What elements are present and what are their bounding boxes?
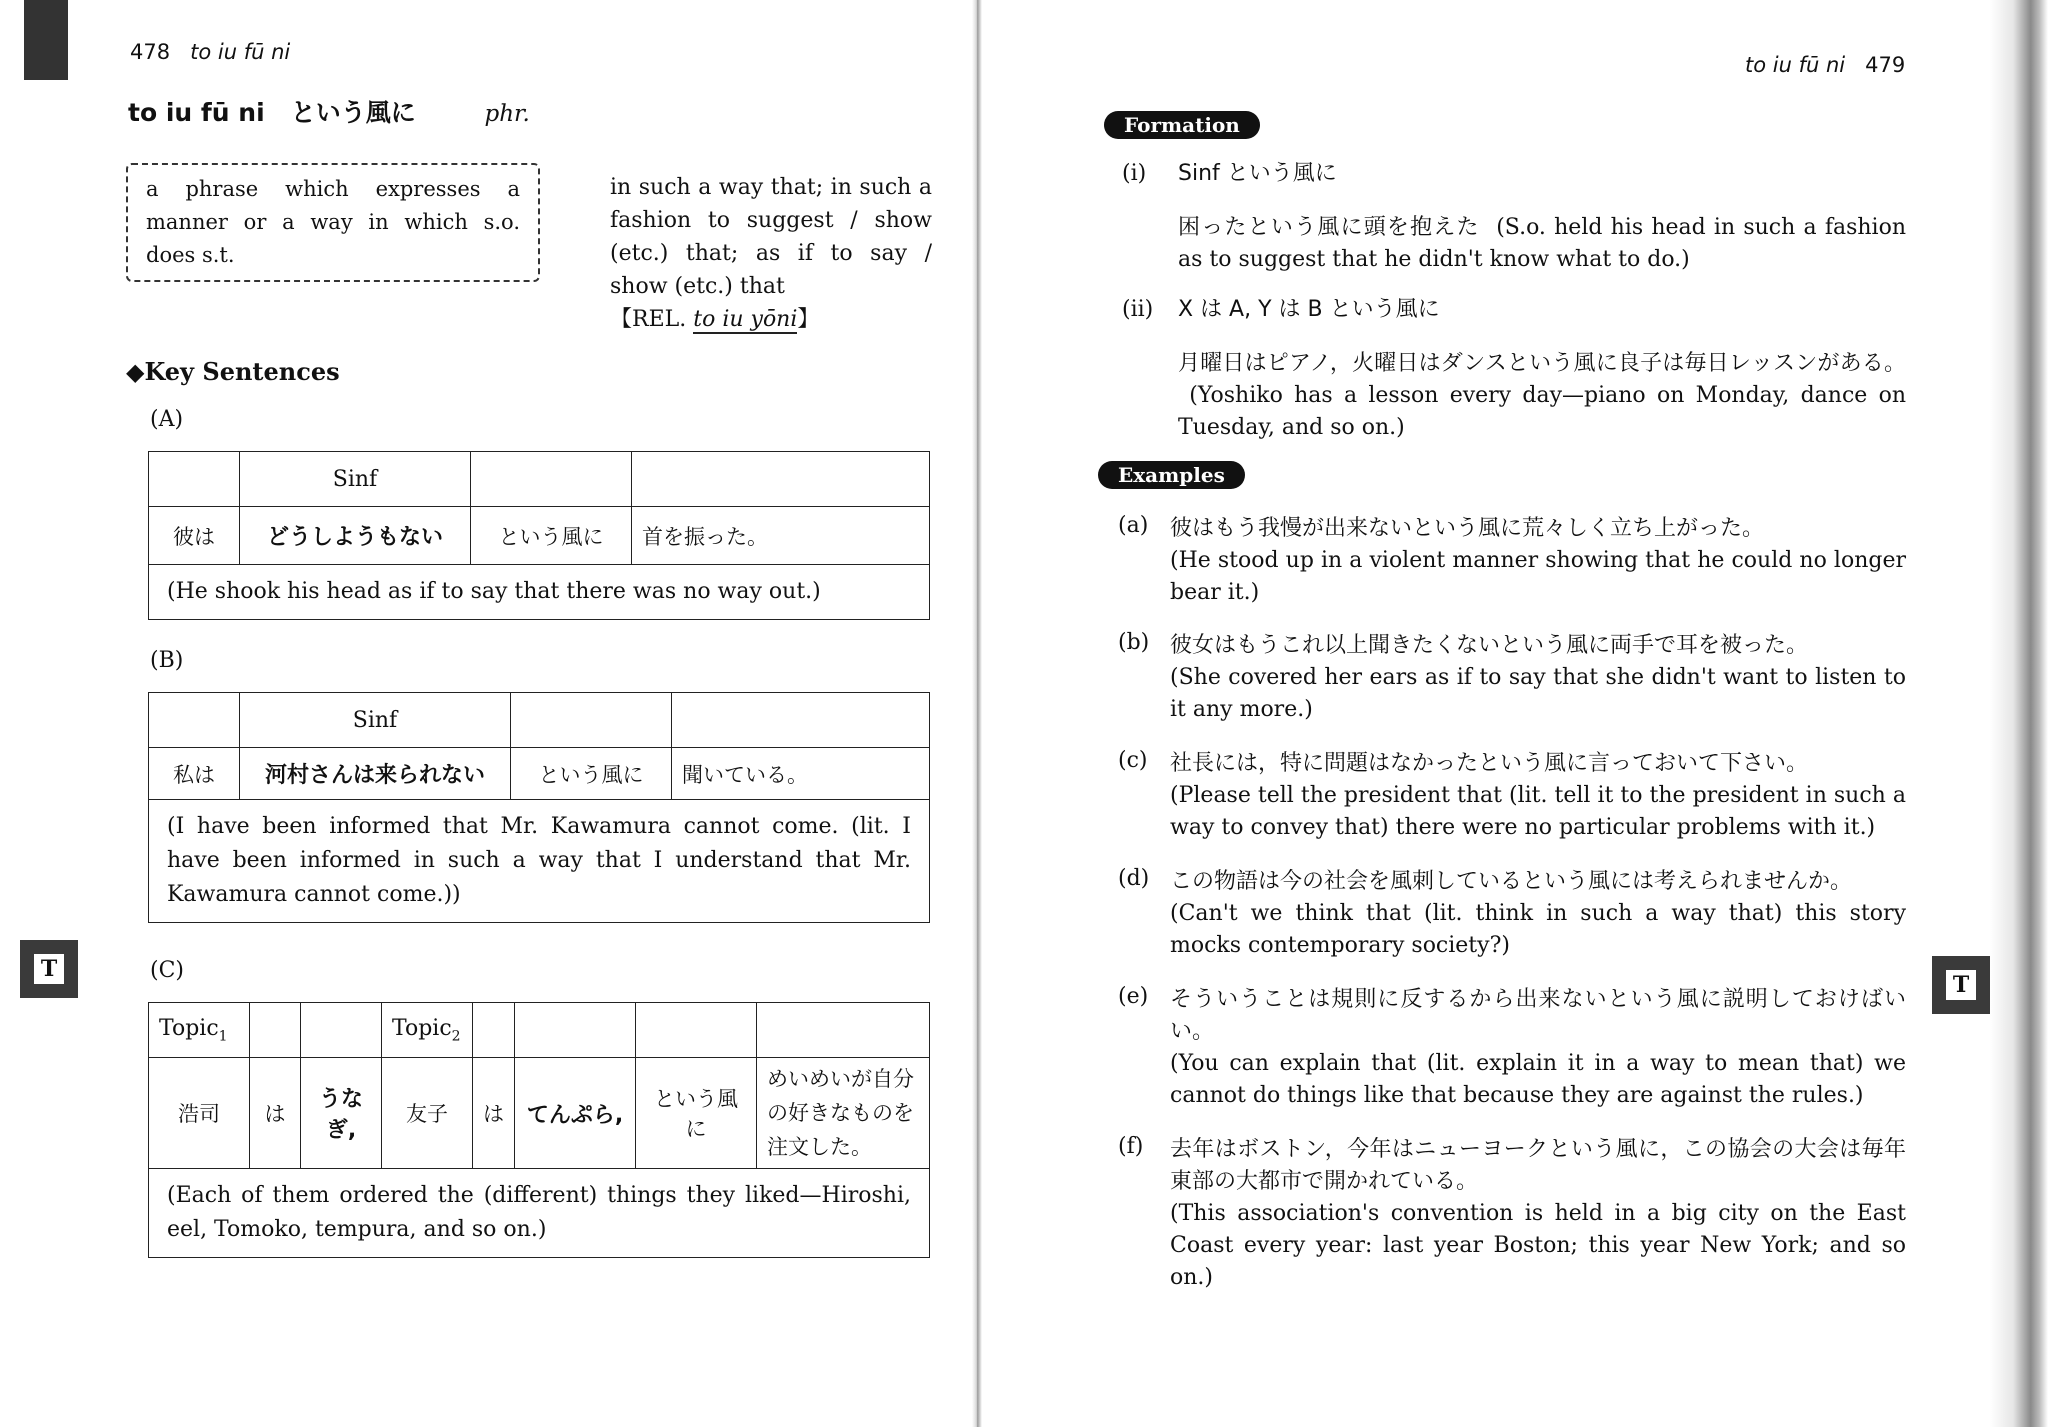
example-b (1170, 630, 1906, 726)
entry-title-japanese: という風に (290, 98, 416, 127)
header-cell (515, 1003, 636, 1058)
header-cell-topic2 (382, 1003, 473, 1058)
entry-title (128, 93, 530, 129)
example-a-jp: 彼はもう我慢が出来ないという風に荒々しく立ち上がった。 (1170, 516, 1765, 541)
example-c-en: (Please tell the president that (lit. tell it to the president in such a way to convey that) there were no particular problems with it.) (1170, 783, 1906, 840)
header-cell (672, 693, 930, 748)
example-c-label: (c) (1118, 748, 1148, 773)
right-running-head: to iu fū ni (1745, 53, 1846, 77)
formation-ii-pattern: X は A, Y は B という風に (1178, 297, 1440, 322)
examples-badge: Examples (1098, 461, 1245, 489)
example-e-jp: そういうことは規則に反するから出来ないという風に説明しておけばいい。 (1170, 987, 1906, 1044)
rel-prefix: 【REL. (610, 307, 687, 332)
page-corner-mark (24, 0, 68, 80)
header-cell-sinf: Sinf (240, 693, 511, 748)
example-b-en: (She covered her ears as if to say that she didn't want to listen to it any more.) (1170, 665, 1906, 722)
formation-i-example-en: (S.o. held his head in such a fashion as to suggest that he didn't know what to do.) (1178, 215, 1906, 272)
cell-predicate: 聞いている。 (672, 748, 930, 800)
entry-title-romaji: to iu fū ni (128, 98, 265, 127)
header-cell (471, 452, 632, 507)
sentence-a-translation: (He shook his head as if to say that there was no way out.) (149, 565, 930, 620)
cell-item1: うなぎ, (301, 1058, 382, 1169)
header-cell (149, 452, 240, 507)
left-running-head: to iu fū ni (190, 40, 291, 64)
example-c (1170, 748, 1906, 844)
formation-i-example (1178, 212, 1906, 276)
cell-predicate: めいめいが自分の好きなものを注文した。 (757, 1058, 930, 1169)
formation-ii-example-jp: 月曜日はピアノ，火曜日はダンスという風に良子は毎日レッスンがある。 (1178, 351, 1906, 376)
sentence-c-table (148, 1002, 930, 1258)
header-cell (511, 693, 672, 748)
key-sentences-heading: ◆Key Sentences (126, 357, 340, 386)
cell-predicate: 首を振った。 (632, 507, 930, 565)
example-d (1170, 866, 1906, 962)
example-a (1170, 513, 1906, 609)
example-d-label: (d) (1118, 866, 1150, 891)
sentence-c-translation: (Each of them ordered the (different) things they liked—Hiroshi, eel, Tomoko, tempura, and so on.) (149, 1169, 930, 1258)
cell-particle: は (250, 1058, 301, 1169)
left-page-header (130, 40, 290, 64)
formation-i-example-jp: 困ったという風に頭を抱えた (1178, 215, 1480, 240)
sentence-b-label: (B) (150, 648, 184, 673)
sentence-a-label: (A) (150, 407, 184, 432)
cell-topic: 私は (149, 748, 240, 800)
topic1-subscript: 1 (218, 1028, 228, 1045)
example-f-label: (f) (1118, 1134, 1144, 1159)
example-b-jp: 彼女はもうこれ以上聞きたくないという風に両手で耳を被った。 (1170, 633, 1809, 658)
rel-link[interactable]: to iu yōni (693, 307, 798, 332)
thumb-index-tab-left (20, 940, 78, 998)
cell-item2: てんぷら, (515, 1058, 636, 1169)
page-edge-shadow (1990, 0, 2048, 1427)
right-page-header (1745, 53, 1905, 77)
formation-ii-example-en: (Yoshiko has a lesson every day—piano on Monday, dance on Tuesday, and so on.) (1178, 383, 1906, 440)
cell-topic1: 浩司 (149, 1058, 250, 1169)
cell-particle: は (473, 1058, 515, 1169)
cell-topic2: 友子 (382, 1058, 473, 1169)
thumb-index-tab-right (1932, 956, 1990, 1014)
header-cell (636, 1003, 757, 1058)
cell-topic: 彼は (149, 507, 240, 565)
example-a-en: (He stood up in a violent manner showing that he could no longer bear it.) (1170, 548, 1906, 605)
example-f (1170, 1134, 1906, 1294)
left-page-number: 478 (130, 40, 171, 64)
formation-i-number: (i) (1122, 161, 1147, 186)
related-entry (610, 303, 932, 336)
header-cell-sinf: Sinf (240, 452, 471, 507)
header-cell (301, 1003, 382, 1058)
right-page-number: 479 (1865, 53, 1906, 77)
formation-badge: Formation (1104, 111, 1260, 139)
header-cell (632, 452, 930, 507)
example-c-jp: 社長には，特に問題はなかったという風に言っておいて下さい。 (1170, 751, 1809, 776)
sentence-b-translation: (I have been informed that Mr. Kawamura cannot come. (lit. I have been informed in such a way that I understand that Mr. Kawamura cannot come.)) (149, 800, 930, 923)
example-e (1170, 984, 1906, 1112)
topic2-label: Topic (392, 1015, 452, 1041)
cell-toiufuni: という風に (511, 748, 672, 800)
formation-ii-number: (ii) (1122, 297, 1154, 322)
cell-sinf: どうしようもない (240, 507, 471, 565)
example-f-en: (This association's convention is held in a big city on the East Coast every year: last year Boston; this year New York; and so on.) (1170, 1201, 1906, 1290)
cell-sinf: 河村さんは来られない (240, 748, 511, 800)
topic2-subscript: 2 (451, 1028, 461, 1045)
example-f-jp: 去年はボストン，今年はニューヨークという風に，この協会の大会は毎年東部の大都市で開かれている。 (1170, 1137, 1906, 1194)
book-gutter (972, 0, 982, 1427)
rel-suffix: 】 (797, 307, 820, 332)
sentence-b-table (148, 692, 930, 923)
cell-toiufuni: という風に (636, 1058, 757, 1169)
english-equivalent-text: in such a way that; in such a fashion to suggest / show (etc.) that; as if to say / show (etc.) that (610, 175, 932, 299)
example-b-label: (b) (1118, 630, 1150, 655)
sentence-a-table (148, 451, 930, 620)
header-cell (473, 1003, 515, 1058)
formation-ii-example (1178, 348, 1906, 444)
formation-i-pattern: Sinf という風に (1178, 161, 1337, 186)
example-d-jp: この物語は今の社会を風刺しているという風には考えられませんか。 (1170, 869, 1853, 894)
part-of-speech: phr. (484, 101, 530, 127)
example-a-label: (a) (1118, 513, 1149, 538)
header-cell-topic1 (149, 1003, 250, 1058)
header-cell (250, 1003, 301, 1058)
sentence-c-label: (C) (150, 958, 184, 983)
topic1-label: Topic (159, 1015, 219, 1041)
example-d-en: (Can't we think that (lit. think in such a way that) this story mocks contemporary society?) (1170, 901, 1906, 958)
header-cell (757, 1003, 930, 1058)
example-e-en: (You can explain that (lit. explain it in a way to mean that) we cannot do things like that because they are against the rules.) (1170, 1051, 1906, 1108)
boxed-definition: a phrase which expresses a manner or a way in which s.o. does s.t. (126, 163, 540, 282)
tab-letter: T (1946, 970, 1976, 1000)
tab-letter: T (34, 954, 64, 984)
example-e-label: (e) (1118, 984, 1149, 1009)
cell-toiufuni: という風に (471, 507, 632, 565)
header-cell (149, 693, 240, 748)
english-equivalent (610, 171, 932, 336)
